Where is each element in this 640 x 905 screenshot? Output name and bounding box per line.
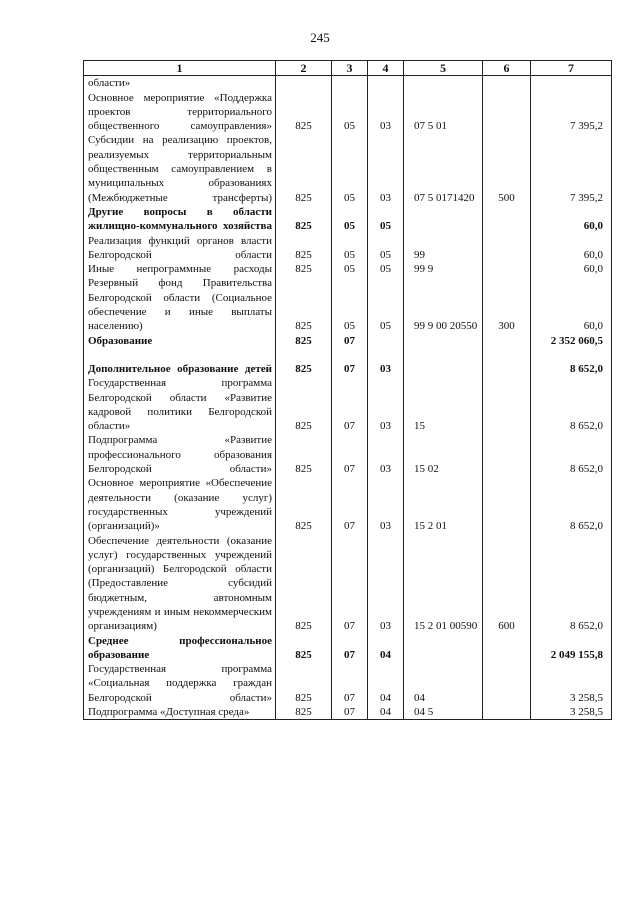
col-header-expense-type: 6 [483, 61, 531, 76]
row-name: Государственная программа «Социальная поддержка граждан Белгородской области» [84, 662, 276, 705]
row-section: 07 [332, 534, 368, 634]
row-name: Образование [84, 334, 276, 348]
row-target-article: 07 5 0171420 [404, 133, 483, 204]
header-row [84, 61, 612, 76]
row-subsection: 05 [368, 234, 404, 263]
row-subsection: 04 [368, 705, 404, 720]
row-subsection: 03 [368, 362, 404, 376]
row-grbs: 825 [276, 133, 332, 204]
table-row [84, 662, 612, 705]
row-target-article [404, 348, 483, 362]
row-grbs: 825 [276, 91, 332, 134]
row-subsection: 05 [368, 205, 404, 234]
col-header-subsection: 4 [368, 61, 404, 76]
table-row [84, 133, 612, 204]
row-expense-type: 300 [483, 276, 531, 333]
row-name: Основное мероприятие «Обеспечение деятельности (оказание услуг) государственных учреждений (организаций)» [84, 476, 276, 533]
row-expense-type: 500 [483, 133, 531, 204]
row-grbs: 825 [276, 705, 332, 720]
row-name: Резервный фонд Правительства Белгородской области (Социальное обеспечение и иные выплаты населению) [84, 276, 276, 333]
row-expense-type [483, 334, 531, 348]
row-expense-type: 600 [483, 534, 531, 634]
row-name: Иные непрограммные расходы [84, 262, 276, 276]
table-row [84, 376, 612, 433]
row-subsection: 03 [368, 133, 404, 204]
page-number: 245 [310, 30, 330, 45]
row-target-article: 15 2 01 [404, 476, 483, 533]
row-grbs: 825 [276, 262, 332, 276]
row-subsection: 03 [368, 476, 404, 533]
row-target-article [404, 634, 483, 663]
table-row [84, 476, 612, 533]
row-expense-type [483, 234, 531, 263]
row-target-article [404, 334, 483, 348]
row-grbs: 825 [276, 276, 332, 333]
table-row [84, 262, 612, 276]
row-expense-type [483, 205, 531, 234]
row-grbs: 825 [276, 376, 332, 433]
row-target-article: 99 9 [404, 262, 483, 276]
table-row [84, 334, 612, 348]
row-expense-type [483, 376, 531, 433]
col-header-target-article: 5 [404, 61, 483, 76]
row-grbs: 825 [276, 476, 332, 533]
row-section: 05 [332, 276, 368, 333]
row-grbs: 825 [276, 334, 332, 348]
row-expense-type [483, 433, 531, 476]
row-target-article: 04 [404, 662, 483, 705]
col-header-grbs: 2 [276, 61, 332, 76]
row-expense-type [483, 476, 531, 533]
row-target-article [404, 205, 483, 234]
row-grbs: 825 [276, 662, 332, 705]
row-expense-type [483, 76, 531, 91]
row-target-article: 99 9 00 20550 [404, 276, 483, 333]
row-section: 05 [332, 205, 368, 234]
row-name: Другие вопросы в области жилищно-коммунального хозяйства [84, 205, 276, 234]
row-section: 07 [332, 476, 368, 533]
row-expense-type [483, 91, 531, 134]
row-name: Подпрограмма «Доступная среда» [84, 705, 276, 720]
row-grbs: 825 [276, 634, 332, 663]
row-subsection [368, 76, 404, 91]
row-subsection [368, 348, 404, 362]
table-row [84, 348, 612, 362]
row-name: Реализация функций органов власти Белгородской области [84, 234, 276, 263]
row-expense-type [483, 362, 531, 376]
row-grbs [276, 76, 332, 91]
row-grbs: 825 [276, 205, 332, 234]
row-expense-type [483, 634, 531, 663]
row-name: Субсидии на реализацию проектов, реализуемых территориальным общественным самоуправлением в муниципальных образованиях (Межбюджетные трансферты) [84, 133, 276, 204]
row-target-article: 15 2 01 00590 [404, 534, 483, 634]
row-target-article [404, 76, 483, 91]
row-sum: 8 652,0 [531, 362, 612, 376]
table-row [84, 634, 612, 663]
col-header-name: 1 [84, 61, 276, 76]
row-section: 05 [332, 234, 368, 263]
row-target-article: 07 5 01 [404, 91, 483, 134]
row-sum [531, 348, 612, 362]
row-subsection: 05 [368, 276, 404, 333]
table-row [84, 91, 612, 134]
row-target-article: 99 [404, 234, 483, 263]
row-grbs: 825 [276, 362, 332, 376]
row-subsection: 03 [368, 376, 404, 433]
row-section: 07 [332, 334, 368, 348]
row-target-article: 15 02 [404, 433, 483, 476]
table-row [84, 234, 612, 263]
row-name: Дополнительное образование детей [84, 362, 276, 376]
col-header-section: 3 [332, 61, 368, 76]
row-sum: 60,0 [531, 262, 612, 276]
table-row [84, 433, 612, 476]
row-section: 05 [332, 133, 368, 204]
row-target-article [404, 362, 483, 376]
table-row [84, 362, 612, 376]
row-subsection [368, 334, 404, 348]
row-sum [531, 76, 612, 91]
row-section [332, 76, 368, 91]
row-sum: 2 049 155,8 [531, 634, 612, 663]
row-sum: 7 395,2 [531, 91, 612, 134]
row-sum: 3 258,5 [531, 705, 612, 720]
row-section: 07 [332, 362, 368, 376]
row-grbs: 825 [276, 534, 332, 634]
row-subsection: 05 [368, 262, 404, 276]
row-sum: 2 352 060,5 [531, 334, 612, 348]
row-sum: 7 395,2 [531, 133, 612, 204]
row-expense-type [483, 262, 531, 276]
row-grbs [276, 348, 332, 362]
row-name [84, 348, 276, 362]
row-subsection: 03 [368, 91, 404, 134]
row-name: области» [84, 76, 276, 91]
row-name: Обеспечение деятельности (оказание услуг) государственных учреждений (организаций) Белгородской области (Предоставление субсидий бюджетным, автономным учреждениям и иным некоммерческим организациям) [84, 534, 276, 634]
row-sum: 60,0 [531, 205, 612, 234]
row-sum: 8 652,0 [531, 476, 612, 533]
row-sum: 60,0 [531, 276, 612, 333]
table-row [84, 276, 612, 333]
row-expense-type [483, 348, 531, 362]
table-body [84, 76, 612, 720]
row-section: 07 [332, 376, 368, 433]
row-target-article: 04 5 [404, 705, 483, 720]
row-sum: 8 652,0 [531, 534, 612, 634]
table-row [84, 534, 612, 634]
row-section: 05 [332, 262, 368, 276]
row-section: 07 [332, 634, 368, 663]
row-target-article: 15 [404, 376, 483, 433]
row-name: Среднее профессиональное образование [84, 634, 276, 663]
row-expense-type [483, 705, 531, 720]
table-row [84, 705, 612, 720]
row-sum: 3 258,5 [531, 662, 612, 705]
row-subsection: 04 [368, 662, 404, 705]
row-name: Подпрограмма «Развитие профессионального образования Белгородской области» [84, 433, 276, 476]
row-section: 07 [332, 662, 368, 705]
row-subsection: 03 [368, 433, 404, 476]
col-header-sum: 7 [531, 61, 612, 76]
row-sum: 60,0 [531, 234, 612, 263]
budget-table [83, 60, 612, 720]
row-section: 05 [332, 91, 368, 134]
row-name: Государственная программа Белгородской области «Развитие кадровой политики Белгородской области» [84, 376, 276, 433]
row-name: Основное мероприятие «Поддержка проектов территориального общественного самоуправления» [84, 91, 276, 134]
row-section [332, 348, 368, 362]
row-grbs: 825 [276, 433, 332, 476]
row-subsection: 04 [368, 634, 404, 663]
row-section: 07 [332, 705, 368, 720]
row-expense-type [483, 662, 531, 705]
row-subsection: 03 [368, 534, 404, 634]
row-sum: 8 652,0 [531, 433, 612, 476]
row-grbs: 825 [276, 234, 332, 263]
row-section: 07 [332, 433, 368, 476]
row-sum: 8 652,0 [531, 376, 612, 433]
table-row [84, 205, 612, 234]
table-row [84, 76, 612, 91]
